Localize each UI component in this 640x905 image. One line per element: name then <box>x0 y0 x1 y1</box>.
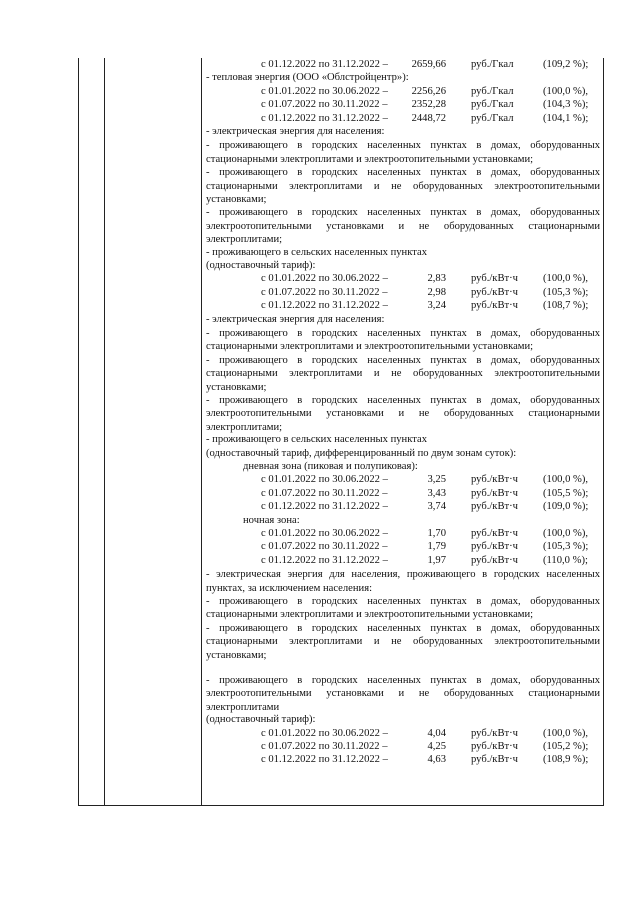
category-paragraph: - проживающего в городских населенных пунктах в домах, оборудованных стационарными электроплитами и электроотопительными установками; <box>206 327 600 353</box>
tariff-value: 1,70 <box>427 527 446 539</box>
tariff-period: с 01.12.2022 по 31.12.2022 – <box>261 59 388 70</box>
tariff-period: с 01.01.2022 по 30.06.2022 – <box>261 85 388 97</box>
tariff-percent: (105,2 %); <box>543 740 589 752</box>
tariff-row <box>206 754 600 767</box>
zone-heading: дневная зона (пиковая и полупиковая): <box>243 460 418 472</box>
tariff-value: 2,83 <box>427 273 446 285</box>
tariff-value: 2352,28 <box>411 99 446 111</box>
tariff-row <box>206 541 600 554</box>
tariff-value: 1,97 <box>427 554 446 566</box>
tariff-row <box>206 501 600 514</box>
tariff-period: с 01.07.2022 по 30.11.2022 – <box>261 487 388 499</box>
tariff-percent: (105,5 %); <box>543 487 589 499</box>
category-heading: - проживающего в сельских населенных пунктах <box>206 246 427 258</box>
tariff-percent: (109,0 %); <box>543 501 589 513</box>
tariff-value: 3,74 <box>427 501 446 513</box>
category-paragraph: - электрическая энергия для населения, проживающего в городских населенных пунктах, за исключением населения: <box>206 569 600 594</box>
tariff-period: с 01.01.2022 по 30.06.2022 – <box>261 727 388 739</box>
tariff-value: 3,43 <box>427 487 446 499</box>
tariff-row <box>206 741 600 754</box>
table-border-right <box>603 58 604 806</box>
tariff-percent: (108,7 %); <box>543 300 589 312</box>
category-heading: (одноставочный тариф): <box>206 714 316 726</box>
category-heading: - электрическая энергия для населения: <box>206 313 385 325</box>
tariff-unit: руб./Гкал <box>471 59 514 70</box>
tariff-row <box>206 113 600 126</box>
tariff-unit: руб./Гкал <box>471 99 514 111</box>
tariff-period: с 01.01.2022 по 30.06.2022 – <box>261 273 388 285</box>
tariff-row <box>206 59 600 72</box>
tariff-unit: руб./кВт·ч <box>471 300 518 312</box>
tariff-row <box>206 474 600 487</box>
tariff-row <box>206 300 600 313</box>
table-border-bottom <box>78 805 603 806</box>
tariff-value: 4,04 <box>427 727 446 739</box>
tariff-unit: руб./Гкал <box>471 112 514 124</box>
category-paragraph: - проживающего в городских населенных пунктах в домах, оборудованных стационарными электроплитами и электроотопительными установками; <box>206 140 600 165</box>
tariff-unit: руб./кВт·ч <box>471 740 518 752</box>
tariff-period: с 01.07.2022 по 30.11.2022 – <box>261 740 388 752</box>
category-paragraph: - проживающего в городских населенных пунктах в домах, оборудованных электроотопительными установками и не оборудованных стационарными электроплитами; <box>206 207 600 246</box>
tariff-value: 3,25 <box>427 474 446 486</box>
zone-heading: ночная зона: <box>243 514 300 526</box>
tariff-value: 1,79 <box>427 541 446 553</box>
tariff-period: с 01.12.2022 по 31.12.2022 – <box>261 300 388 312</box>
category-heading: (одноставочный тариф): <box>206 259 316 271</box>
tariff-unit: руб./кВт·ч <box>471 727 518 739</box>
tariff-value: 2256,26 <box>411 85 446 97</box>
tariff-row <box>206 86 600 99</box>
tariff-percent: (104,3 %); <box>543 99 589 111</box>
tariff-period: с 01.01.2022 по 30.06.2022 – <box>261 474 388 486</box>
tariff-unit: руб./кВт·ч <box>471 501 518 513</box>
tariff-unit: руб./кВт·ч <box>471 754 518 766</box>
category-paragraph: - проживающего в городских населенных пунктах в домах, оборудованных электроотопительными установками и не оборудованных стационарными электроплитами; <box>206 394 600 433</box>
tariff-period: с 01.07.2022 по 30.11.2022 – <box>261 99 388 111</box>
tariff-period: с 01.12.2022 по 31.12.2022 – <box>261 754 388 766</box>
tariff-percent: (108,9 %); <box>543 754 589 766</box>
tariff-value: 3,24 <box>427 300 446 312</box>
tariff-row <box>206 728 600 741</box>
tariff-period: с 01.01.2022 по 30.06.2022 – <box>261 527 388 539</box>
tariff-value: 4,63 <box>427 754 446 766</box>
tariff-row <box>206 555 600 568</box>
category-heading: - тепловая энергия (ООО «Облстройцентр»): <box>206 72 409 84</box>
tariff-percent: (110,0 %); <box>543 554 588 566</box>
tariff-percent: (100,0 %), <box>543 474 589 486</box>
tariff-unit: руб./кВт·ч <box>471 474 518 486</box>
tariff-value: 4,25 <box>427 740 446 752</box>
tariff-row <box>206 528 600 541</box>
tariff-row <box>206 287 600 300</box>
tariff-percent: (104,1 %); <box>543 112 589 124</box>
tariff-unit: руб./кВт·ч <box>471 487 518 499</box>
tariff-percent: (100,0 %), <box>543 85 589 97</box>
tariff-period: с 01.12.2022 по 31.12.2022 – <box>261 501 388 513</box>
category-paragraph: - проживающего в городских населенных пунктах в домах, оборудованных стационарными электроплитами и не оборудованных электроотопительными установками; <box>206 167 600 205</box>
category-paragraph: - проживающего в городских населенных пунктах в домах, оборудованных электроотопительными установками и не оборудованных стационарными электроплитами <box>206 674 600 713</box>
category-heading: - проживающего в сельских населенных пунктах <box>206 434 427 446</box>
tariff-percent: (105,3 %); <box>543 541 589 553</box>
tariff-row <box>206 99 600 112</box>
tariff-row <box>206 488 600 501</box>
tariff-unit: руб./кВт·ч <box>471 541 518 553</box>
category-paragraph: - проживающего в городских населенных пунктах в домах, оборудованных стационарными электроплитами и не оборудованных электроотопительными установками; <box>206 622 600 661</box>
tariff-percent: (109,2 %); <box>543 59 589 70</box>
category-paragraph: - проживающего в городских населенных пунктах в домах, оборудованных стационарными электроплитами и не оборудованных электроотопительными установками; <box>206 354 600 393</box>
tariff-percent: (100,0 %), <box>543 527 589 539</box>
table-border-col2 <box>201 58 202 806</box>
category-heading: - электрическая энергия для населения: <box>206 125 385 137</box>
tariff-text-cell <box>206 59 600 768</box>
category-paragraph: - проживающего в городских населенных пунктах в домах, оборудованных стационарными электроплитами и электроотопительными установками; <box>206 595 600 621</box>
tariff-unit: руб./кВт·ч <box>471 286 518 298</box>
category-heading: (одноставочный тариф, дифференцированный по двум зонам суток): <box>206 447 517 459</box>
blank-line <box>206 662 600 674</box>
tariff-percent: (105,3 %); <box>543 286 589 298</box>
tariff-unit: руб./кВт·ч <box>471 273 518 285</box>
tariff-unit: руб./Гкал <box>471 85 514 97</box>
tariff-value: 2,98 <box>427 286 446 298</box>
tariff-percent: (100,0 %), <box>543 727 589 739</box>
table-border-col1 <box>104 58 105 806</box>
tariff-value: 2448,72 <box>411 112 446 124</box>
tariff-unit: руб./кВт·ч <box>471 554 518 566</box>
tariff-row <box>206 273 600 286</box>
tariff-percent: (100,0 %), <box>543 273 589 285</box>
table-border-left <box>78 58 79 806</box>
tariff-period: с 01.07.2022 по 30.11.2022 – <box>261 286 388 298</box>
tariff-unit: руб./кВт·ч <box>471 527 518 539</box>
tariff-value: 2659,66 <box>411 59 446 70</box>
tariff-period: с 01.07.2022 по 30.11.2022 – <box>261 541 388 553</box>
tariff-period: с 01.12.2022 по 31.12.2022 – <box>261 112 388 124</box>
tariff-period: с 01.12.2022 по 31.12.2022 – <box>261 554 388 566</box>
